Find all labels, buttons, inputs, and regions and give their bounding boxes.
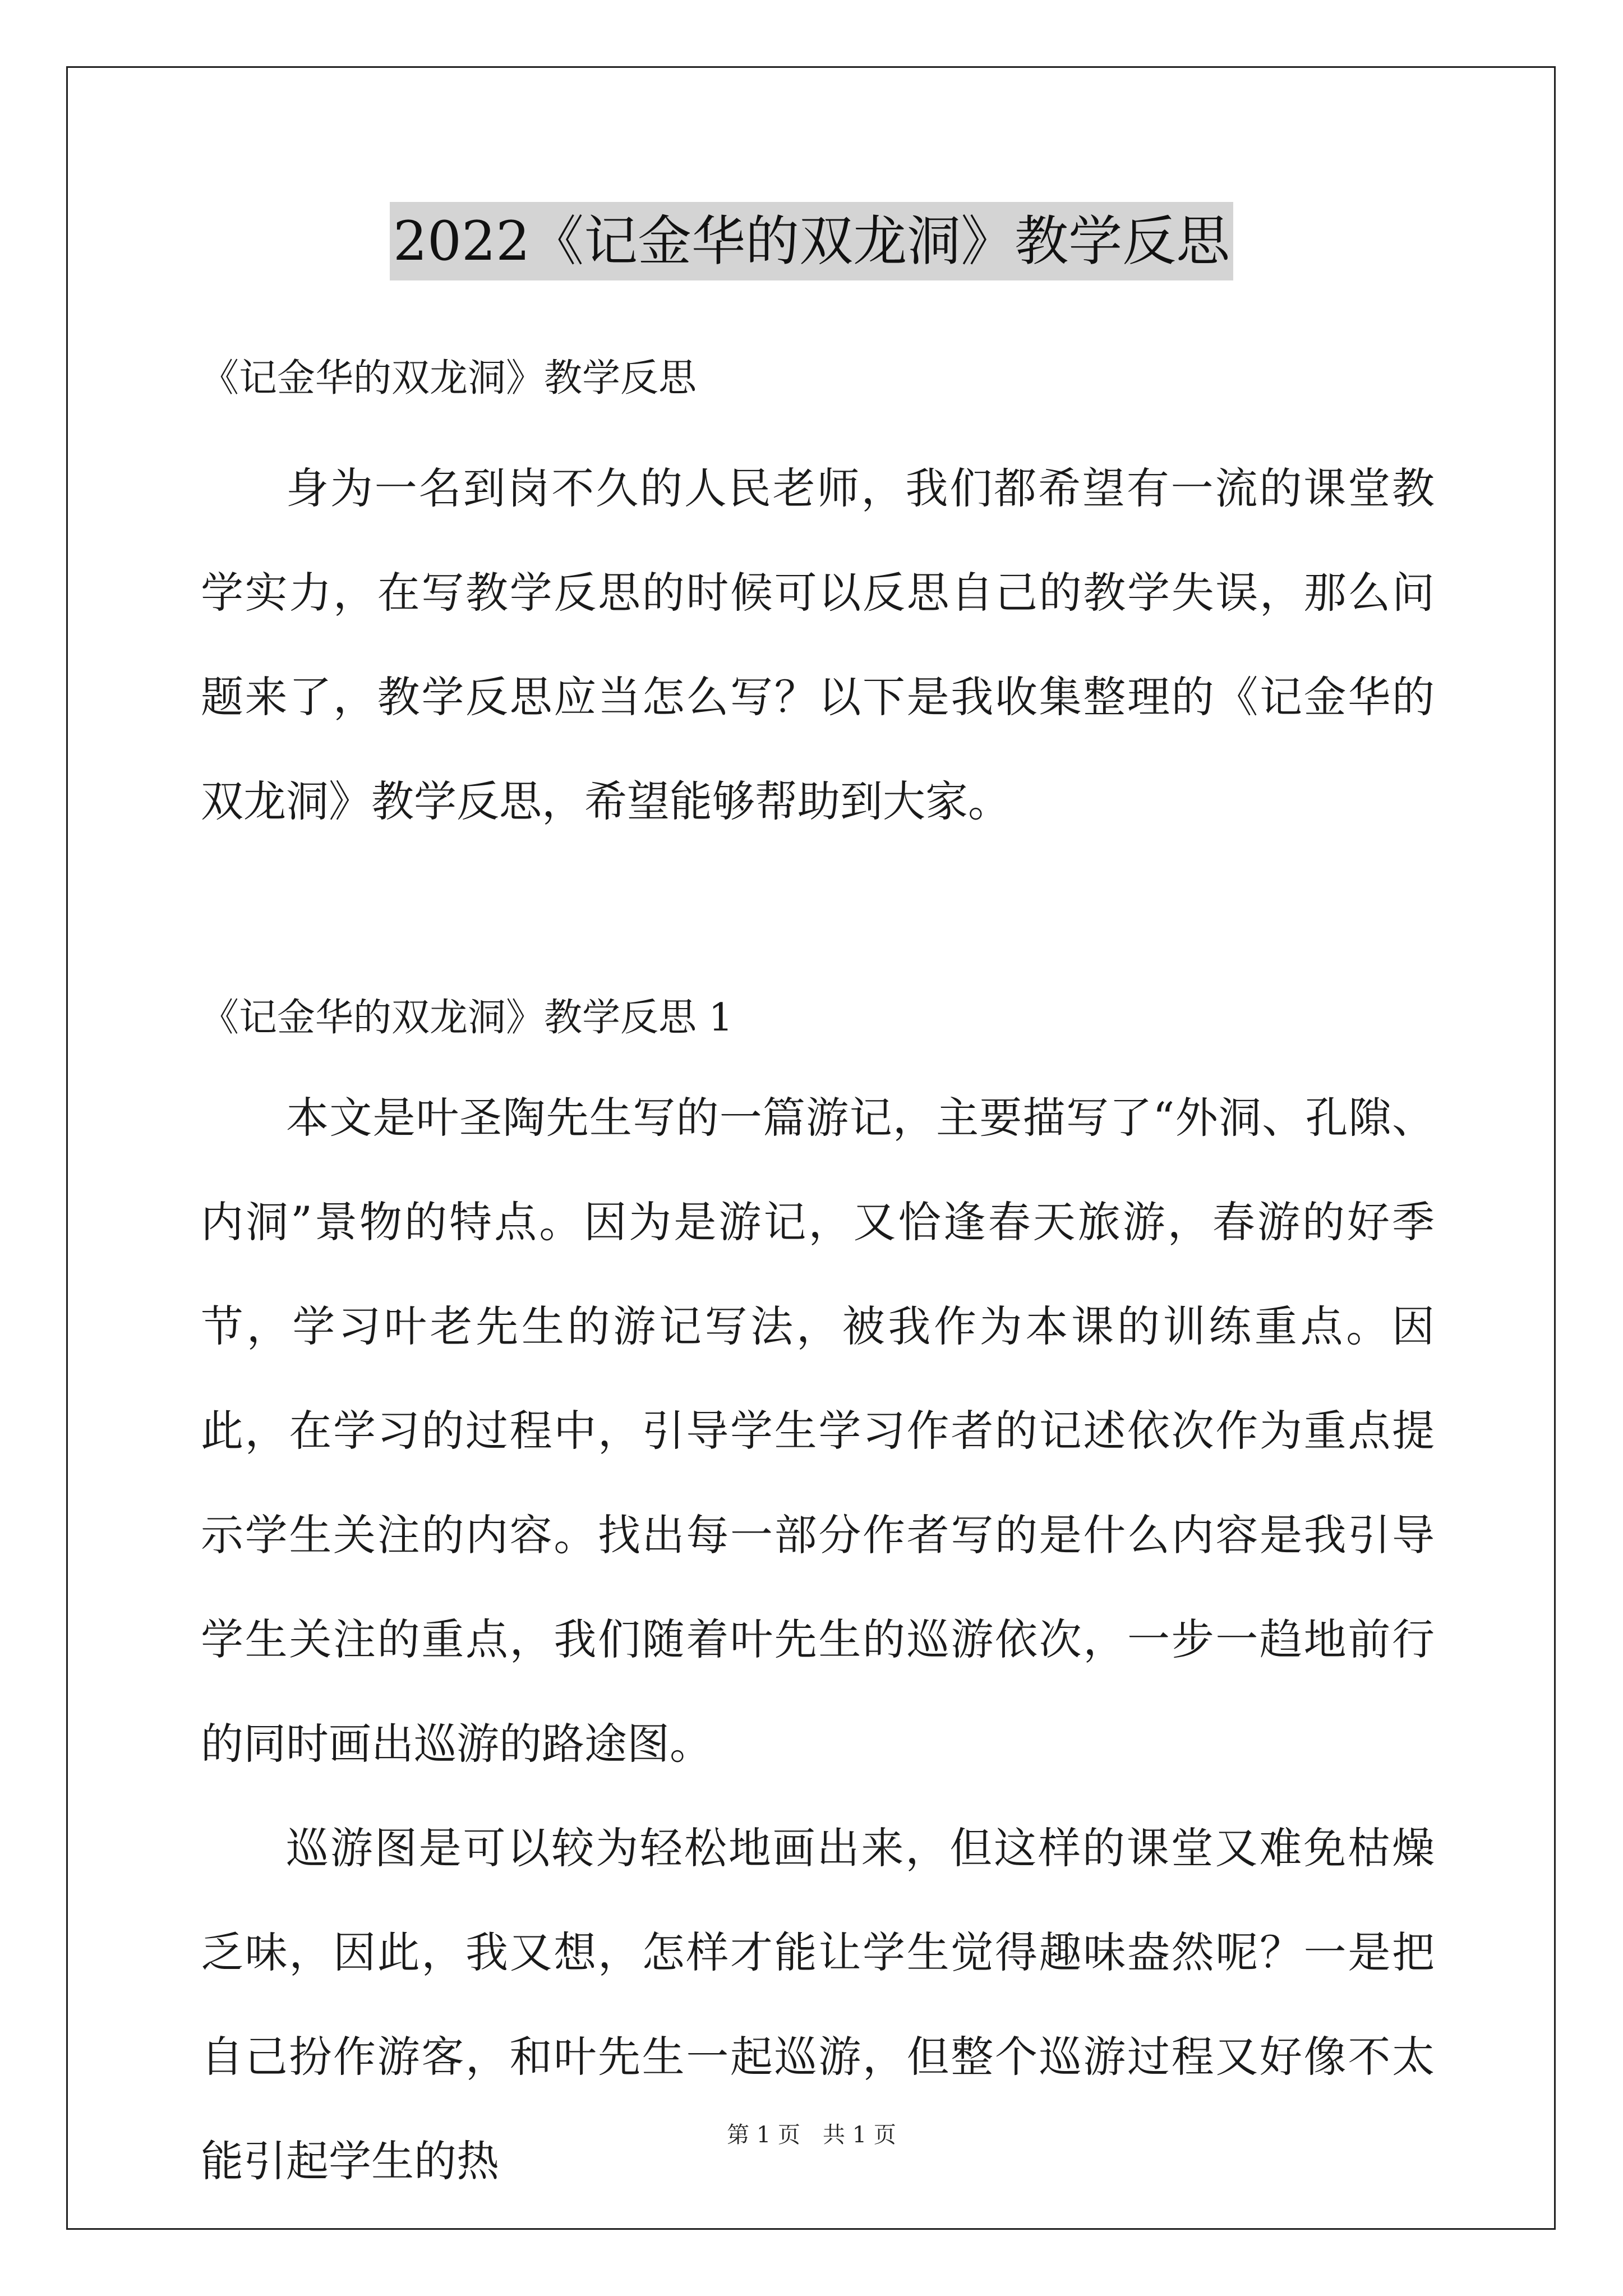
section1-paragraph-2: 巡游图是可以较为轻松地画出来，但这样的课堂又难免枯燥乏味，因此，我又想，怎样才能让学生觉得趣味盎然呢？一是把自己扮作游客，和叶先生一起巡游，但整个巡游过程又好像不太能引起学生的热 (201, 1823, 1435, 2186)
document-title: 2022《记金华的双龙洞》教学反思 (390, 202, 1233, 280)
page-footer: 第 1 页 共 1 页 (727, 2122, 896, 2148)
section1-heading: 《记金华的双龙洞》教学反思 1 (201, 996, 733, 1040)
subtitle-heading: 《记金华的双龙洞》教学反思 (201, 356, 697, 401)
intro-paragraph: 身为一名到岗不久的人民老师，我们都希望有一流的课堂教学实力，在写教学反思的时候可以反思自己的教学失误，那么问题来了，教学反思应当怎么写？以下是我收集整理的《记金华的双龙洞》教学反思，希望能够帮助到大家。 (201, 463, 1435, 826)
title-container (0, 202, 1623, 280)
document-body (201, 342, 1435, 2214)
section1-paragraph-1: 本文是叶圣陶先生写的一篇游记，主要描写了“外洞、孔隙、内洞”景物的特点。因为是游记，又恰逢春天旅游，春游的好季节，学习叶老先生的游记写法，被我作为本课的训练重点。因此，在学习的过程中，引导学生学习作者的记述依次作为重点提示学生关注的内容。找出每一部分作者写的是什么内容是我引导学生关注的重点，我们随着叶先生的巡游依次，一步一趋地前行的同时画出巡游的路途图。 (201, 1093, 1435, 1769)
